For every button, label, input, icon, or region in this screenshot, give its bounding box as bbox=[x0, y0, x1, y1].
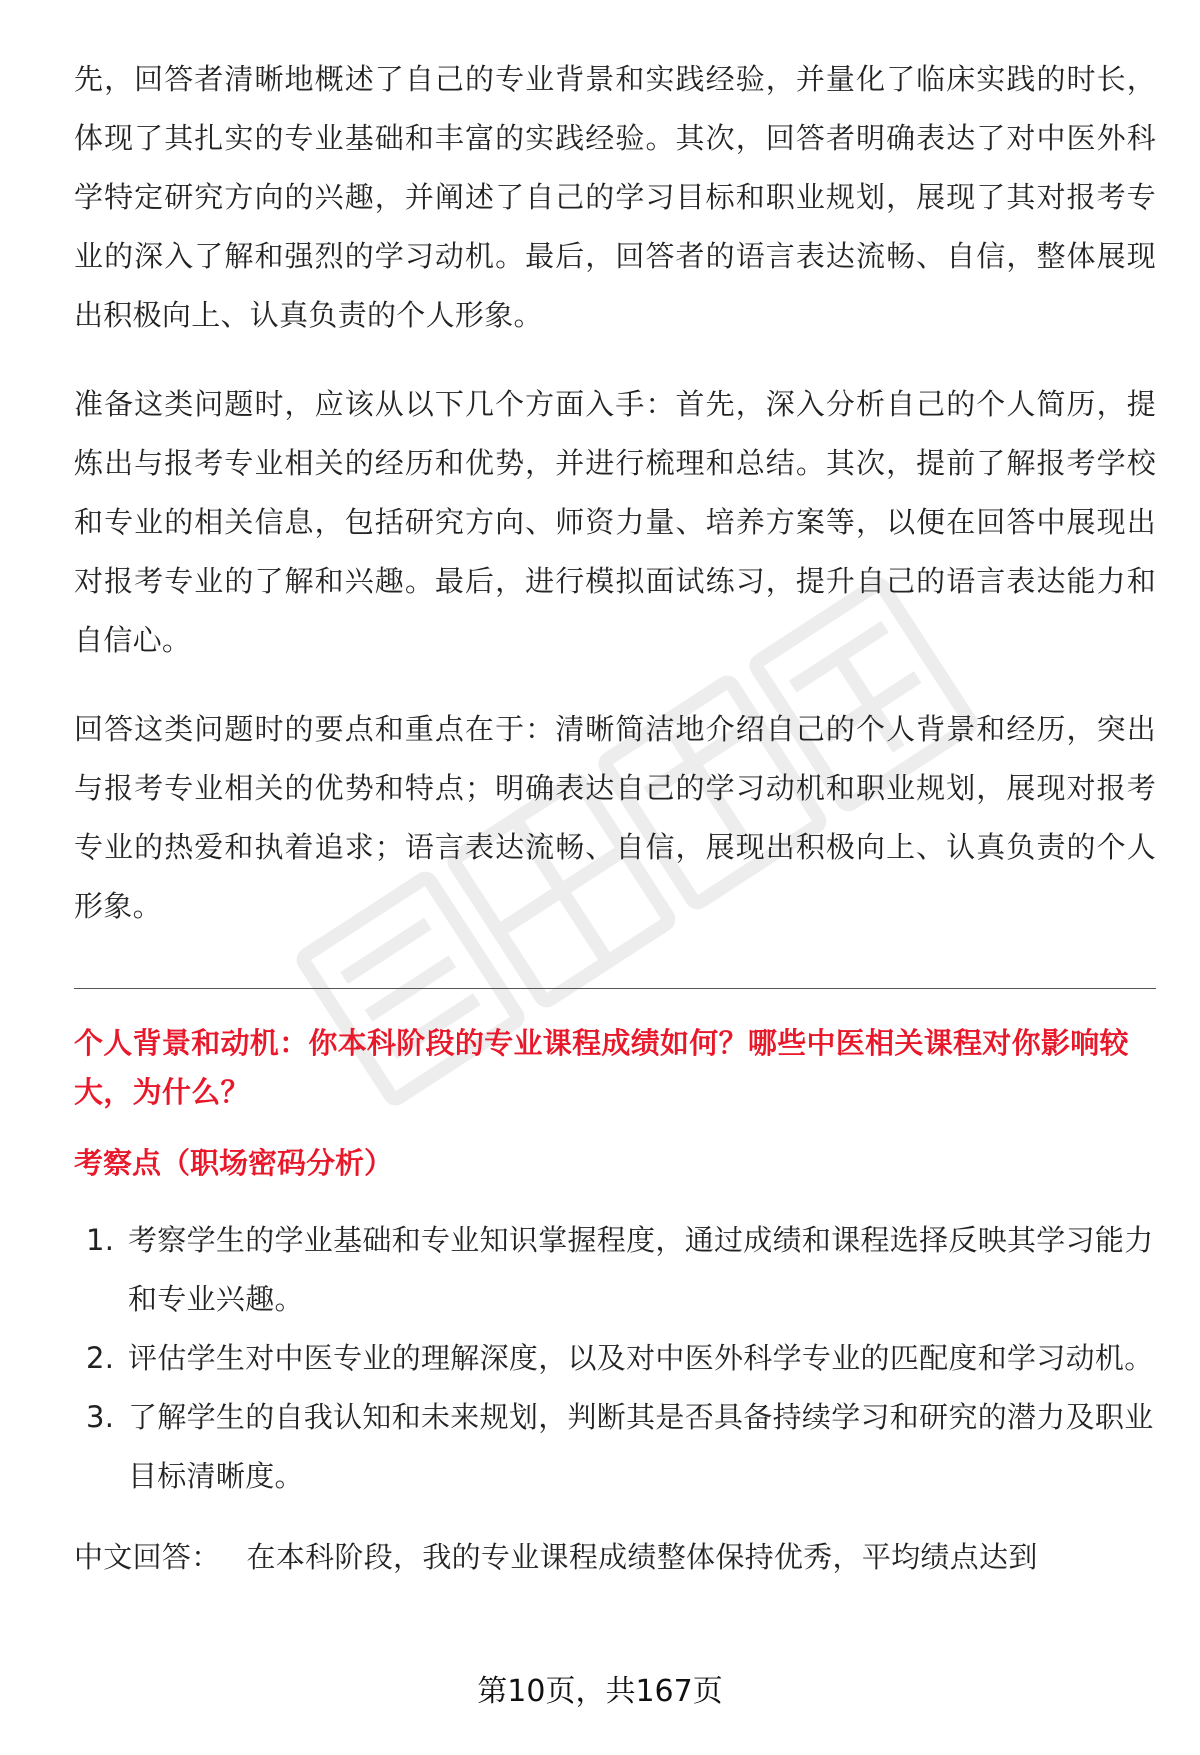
list-item-text: 考察学生的学业基础和专业知识掌握程度，通过成绩和课程选择反映其学习能力和专业兴趣。 bbox=[128, 1223, 1154, 1316]
paragraph-key-points: 回答这类问题时的要点和重点在于：清晰简洁地介绍自己的个人背景和经历，突出与报考专业相关的优势和特点；明确表达自己的学习动机和职业规划，展现对报考专业的热爱和执着追求；语言表达流畅、自信，展现出积极向上、认真负责的个人形象。 bbox=[74, 712, 1156, 923]
section-divider bbox=[74, 988, 1156, 989]
assessment-points-list bbox=[74, 1211, 1156, 1506]
document-page bbox=[74, 50, 1156, 1587]
list-item-number: 2. bbox=[86, 1341, 115, 1375]
list-item bbox=[74, 1388, 1156, 1506]
list-item-text: 了解学生的自我认知和未来规划，判断其是否具备持续学习和研究的潜力及职业目标清晰度。 bbox=[128, 1400, 1154, 1493]
chinese-answer bbox=[74, 1528, 1156, 1587]
list-item bbox=[74, 1329, 1156, 1388]
paragraph-evaluation: 先，回答者清晰地概述了自己的专业背景和实践经验，并量化了临床实践的时长，体现了其扎实的专业基础和丰富的实践经验。其次，回答者明确表达了对中医外科学特定研究方向的兴趣，并阐述了自己的学习目标和职业规划，展现了其对报考专业的深入了解和强烈的学习动机。最后，回答者的语言表达流畅、自信，整体展现出积极向上、认真负责的个人形象。 bbox=[74, 62, 1156, 332]
list-item-text: 评估学生对中医专业的理解深度，以及对中医外科学专业的匹配度和学习动机。 bbox=[128, 1341, 1154, 1375]
answer-lead-label: 中文回答： bbox=[74, 1540, 221, 1574]
list-item-number: 3. bbox=[86, 1400, 115, 1434]
page-number-footer: 第10页，共167页 bbox=[477, 1674, 723, 1709]
list-item bbox=[74, 1211, 1156, 1329]
list-item-number: 1. bbox=[86, 1223, 115, 1257]
answer-text: 在本科阶段，我的专业课程成绩整体保持优秀，平均绩点达到 bbox=[246, 1540, 1038, 1574]
paragraph-preparation: 准备这类问题时，应该从以下几个方面入手：首先，深入分析自己的个人简历，提炼出与报考专业相关的经历和优势，并进行梳理和总结。其次，提前了解报考学校和专业的相关信息，包括研究方向、师资力量、培养方案等，以便在回答中展现出对报考专业的了解和兴趣。最后，进行模拟面试练习，提升自己的语言表达能力和自信心。 bbox=[74, 387, 1156, 657]
assessment-points-title: 考察点（职场密码分析） bbox=[74, 1146, 394, 1180]
question-heading: 个人背景和动机：你本科阶段的专业课程成绩如何？哪些中医相关课程对你影响较大，为什么？ bbox=[74, 1026, 1129, 1109]
